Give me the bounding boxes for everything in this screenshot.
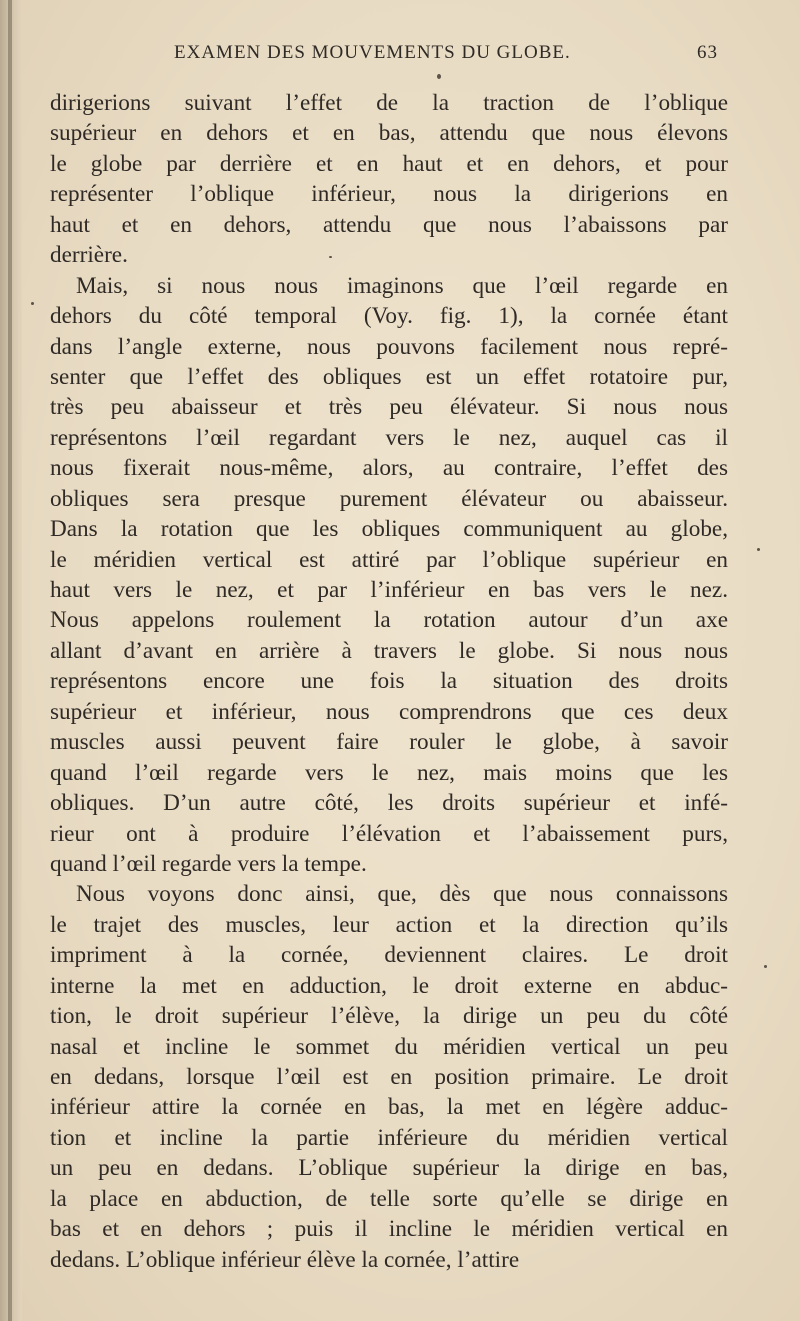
text-line: muscles aussi peuvent faire rouler le globe, à savoir: [50, 729, 728, 756]
binding-shadow: [8, 0, 12, 1321]
text-line: dedans. L’oblique inférieur élève la cornée, l’attire: [50, 1246, 520, 1273]
paragraph-start-line: Nous voyons donc ainsi, que, dès que nous connaissons: [76, 881, 728, 908]
text-line: dans l’angle externe, nous pouvons facilement nous repré-: [50, 333, 728, 360]
paper-speck: [764, 965, 767, 968]
text-line: quand l’œil regarde vers la tempe.: [50, 850, 367, 877]
text-line: très peu abaisseur et très peu élévateur. Si nous nous: [50, 394, 728, 421]
text-line: interne la met en adduction, le droit externe en abduc-: [50, 972, 728, 999]
text-line: nasal et incline le sommet du méridien vertical un peu: [50, 1033, 728, 1060]
page-header: [174, 42, 718, 72]
text-line: le méridien vertical est attiré par l’oblique supérieur en: [50, 546, 728, 573]
text-line: représenter l’oblique inférieur, nous la dirigerions en: [50, 181, 728, 208]
text-line: supérieur et inférieur, nous comprendrons que ces deux: [50, 698, 728, 725]
text-line: un peu en dedans. L’oblique supérieur la dirige en bas,: [50, 1155, 728, 1182]
text-line: impriment à la cornée, deviennent claires. Le droit: [50, 942, 728, 969]
text-line: obliques sera presque purement élévateur ou abaisseur.: [50, 485, 728, 512]
text-line: en dedans, lorsque l’œil est en position primaire. Le droit: [50, 1064, 728, 1090]
text-line: dirigerions suivant l’effet de la traction de l’oblique: [50, 90, 728, 116]
text-line: tion et incline la partie inférieure du méridien vertical: [50, 1124, 728, 1151]
text-line: inférieur attire la cornée en bas, la met en légère adduc-: [50, 1094, 728, 1121]
text-line: allant d’avant en arrière à travers le globe. Si nous nous: [50, 637, 728, 664]
paper-speck: [437, 74, 441, 79]
text-line: la place en abduction, de telle sorte qu’elle se dirige en: [50, 1185, 728, 1212]
text-line: le globe par derrière et en haut et en dehors, et pour: [50, 150, 728, 177]
text-line: supérieur en dehors et en bas, attendu que nous élevons: [50, 120, 728, 147]
text-line: obliques. D’un autre côté, les droits supérieur et infé-: [50, 790, 728, 817]
text-line: haut et en dehors, attendu que nous l’abaissons par: [50, 211, 728, 238]
text-line: tion, le droit supérieur l’élève, la dirige un peu du côté: [50, 1003, 728, 1030]
paper-speck: [757, 548, 760, 551]
text-line: Nous appelons roulement la rotation autour d’un axe: [50, 607, 728, 634]
paragraph-start-line: Mais, si nous nous imaginons que l’œil regarde en: [76, 272, 728, 299]
text-line: nous fixerait nous-même, alors, au contraire, l’effet des: [50, 455, 728, 482]
body-text: [50, 88, 728, 1275]
page-gutter: [0, 0, 22, 1321]
text-line: rieur ont à produire l’élévation et l’abaissement purs,: [50, 820, 728, 847]
text-line: Dans la rotation que les obliques communiquent au globe,: [50, 516, 728, 543]
text-line: haut vers le nez, et par l’inférieur en bas vers le nez.: [50, 577, 728, 603]
paper-speck: [329, 256, 332, 258]
running-head: EXAMEN DES MOUVEMENTS DU GLOBE.: [174, 42, 571, 63]
text-line: quand l’œil regarde vers le nez, mais moins que les: [50, 759, 728, 786]
text-line: derrière.: [50, 242, 128, 269]
text-line: représentons l’œil regardant vers le nez, auquel cas il: [50, 424, 728, 451]
page-number: 63: [697, 42, 718, 63]
text-line: dehors du côté temporal (Voy. fig. 1), la cornée étant: [50, 303, 728, 330]
text-line: bas et en dehors ; puis il incline le méridien vertical en: [50, 1216, 728, 1243]
text-line: le trajet des muscles, leur action et la direction qu’ils: [50, 911, 728, 938]
text-line: représentons encore une fois la situation des droits: [50, 668, 728, 695]
text-line: senter que l’effet des obliques est un effet rotatoire pur,: [50, 363, 728, 390]
paper-speck: [31, 302, 34, 305]
